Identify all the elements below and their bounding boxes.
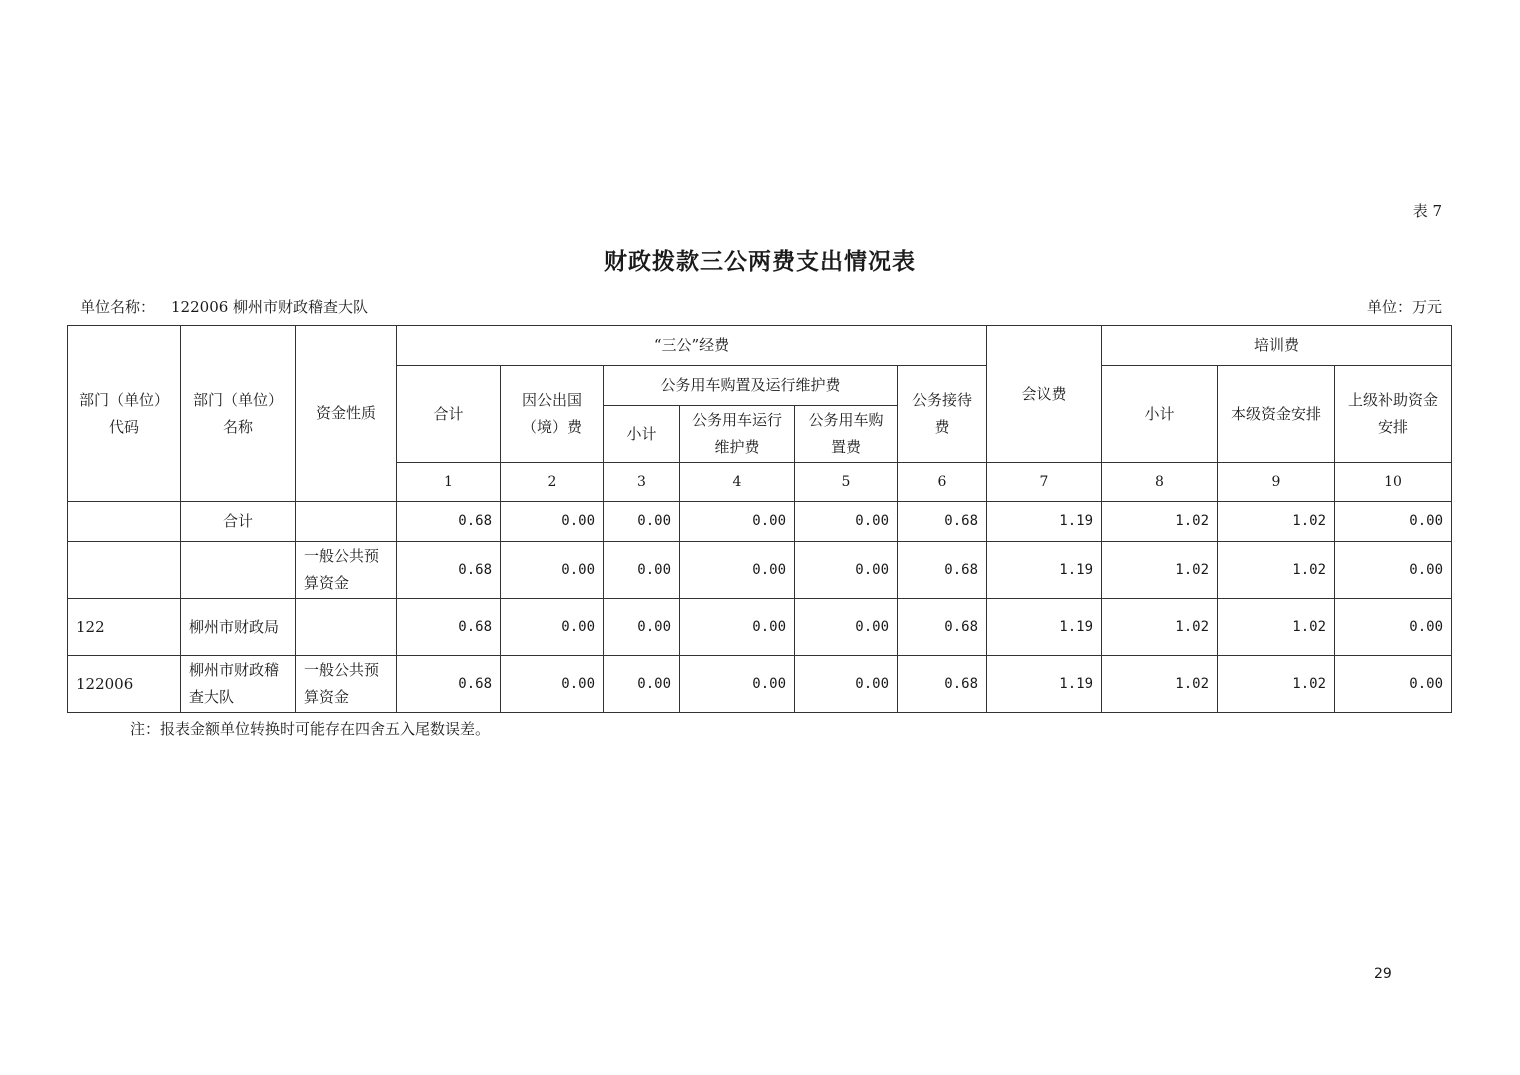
header-reception: 公务接待费 — [898, 366, 987, 463]
cell-value: 0.00 — [604, 502, 680, 542]
unit-name-line — [80, 296, 368, 317]
cell-value: 0.68 — [397, 656, 501, 713]
cell-value: 1.02 — [1218, 542, 1335, 599]
table-row — [68, 542, 1452, 599]
col-number: 1 — [397, 463, 501, 502]
report-title: 财政拨款三公两费支出情况表 — [604, 248, 916, 275]
table-row — [68, 599, 1452, 656]
col-number: 7 — [987, 463, 1102, 502]
col-number: 9 — [1218, 463, 1335, 502]
cell-name — [181, 542, 296, 599]
cell-value: 1.02 — [1102, 599, 1218, 656]
cell-value: 0.00 — [1335, 599, 1452, 656]
cell-code — [68, 542, 181, 599]
cell-value: 0.00 — [795, 599, 898, 656]
cell-value: 0.00 — [501, 502, 604, 542]
col-number: 5 — [795, 463, 898, 502]
cell-fund: 一般公共预算资金 — [296, 656, 397, 713]
cell-fund — [296, 502, 397, 542]
cell-name: 柳州市财政稽查大队 — [181, 656, 296, 713]
cell-value: 0.00 — [501, 542, 604, 599]
cell-value: 0.00 — [680, 656, 795, 713]
expenditure-table — [67, 325, 1452, 713]
table-row — [68, 656, 1452, 713]
cell-value: 0.00 — [795, 656, 898, 713]
col-number: 8 — [1102, 463, 1218, 502]
page-number: 29 — [1374, 966, 1392, 982]
cell-code — [68, 502, 181, 542]
cell-value: 0.68 — [898, 599, 987, 656]
unit-name-value: 122006 柳州市财政稽查大队 — [171, 298, 369, 316]
header-vehicle-buy: 公务用车购置费 — [795, 406, 898, 463]
cell-value: 1.19 — [987, 502, 1102, 542]
cell-value: 0.00 — [501, 599, 604, 656]
cell-value: 1.02 — [1218, 656, 1335, 713]
header-train-upper: 上级补助资金安排 — [1335, 366, 1452, 463]
header-train-local: 本级资金安排 — [1218, 366, 1335, 463]
cell-value: 0.68 — [898, 502, 987, 542]
header-dept-code: 部门（单位）代码 — [68, 326, 181, 502]
cell-value: 1.02 — [1102, 542, 1218, 599]
cell-value: 0.68 — [898, 542, 987, 599]
col-number: 10 — [1335, 463, 1452, 502]
cell-code: 122006 — [68, 656, 181, 713]
header-training: 培训费 — [1102, 326, 1452, 366]
cell-value: 1.02 — [1102, 502, 1218, 542]
cell-value: 0.00 — [1335, 502, 1452, 542]
currency-unit: 单位：万元 — [1366, 298, 1442, 316]
header-abroad: 因公出国（境）费 — [501, 366, 604, 463]
cell-value: 0.68 — [397, 502, 501, 542]
cell-value: 0.00 — [680, 542, 795, 599]
cell-value: 1.02 — [1218, 599, 1335, 656]
cell-value: 0.00 — [1335, 542, 1452, 599]
col-number: 6 — [898, 463, 987, 502]
header-vehicle-subtotal: 小计 — [604, 406, 680, 463]
cell-value: 0.68 — [397, 542, 501, 599]
cell-value: 0.00 — [1335, 656, 1452, 713]
cell-value: 0.00 — [501, 656, 604, 713]
col-number: 2 — [501, 463, 604, 502]
cell-value: 1.19 — [987, 656, 1102, 713]
cell-value: 0.00 — [604, 599, 680, 656]
footnote: 注：报表金额单位转换时可能存在四舍五入尾数误差。 — [130, 720, 491, 738]
cell-value: 0.68 — [898, 656, 987, 713]
header-dept-name: 部门（单位）名称 — [181, 326, 296, 502]
cell-name: 合计 — [181, 502, 296, 542]
col-number: 3 — [604, 463, 680, 502]
cell-value: 0.00 — [680, 502, 795, 542]
cell-value: 0.00 — [680, 599, 795, 656]
cell-value: 1.19 — [987, 542, 1102, 599]
unit-name-label: 单位名称： — [80, 298, 156, 316]
header-fund-nature: 资金性质 — [296, 326, 397, 502]
cell-value: 1.02 — [1102, 656, 1218, 713]
table-row — [68, 502, 1452, 542]
cell-value: 0.00 — [795, 542, 898, 599]
cell-value: 0.00 — [604, 656, 680, 713]
cell-value: 1.19 — [987, 599, 1102, 656]
cell-value: 0.00 — [795, 502, 898, 542]
cell-fund: 一般公共预算资金 — [296, 542, 397, 599]
header-total: 合计 — [397, 366, 501, 463]
col-number: 4 — [680, 463, 795, 502]
header-vehicle-run: 公务用车运行维护费 — [680, 406, 795, 463]
cell-value: 0.68 — [397, 599, 501, 656]
header-vehicle: 公务用车购置及运行维护费 — [604, 366, 898, 406]
header-train-subtotal: 小计 — [1102, 366, 1218, 463]
cell-name: 柳州市财政局 — [181, 599, 296, 656]
cell-fund — [296, 599, 397, 656]
header-meeting: 会议费 — [987, 326, 1102, 463]
cell-value: 0.00 — [604, 542, 680, 599]
cell-value: 1.02 — [1218, 502, 1335, 542]
cell-code: 122 — [68, 599, 181, 656]
table-number: 表 7 — [1412, 202, 1442, 220]
header-sangong: “三公”经费 — [397, 326, 987, 366]
